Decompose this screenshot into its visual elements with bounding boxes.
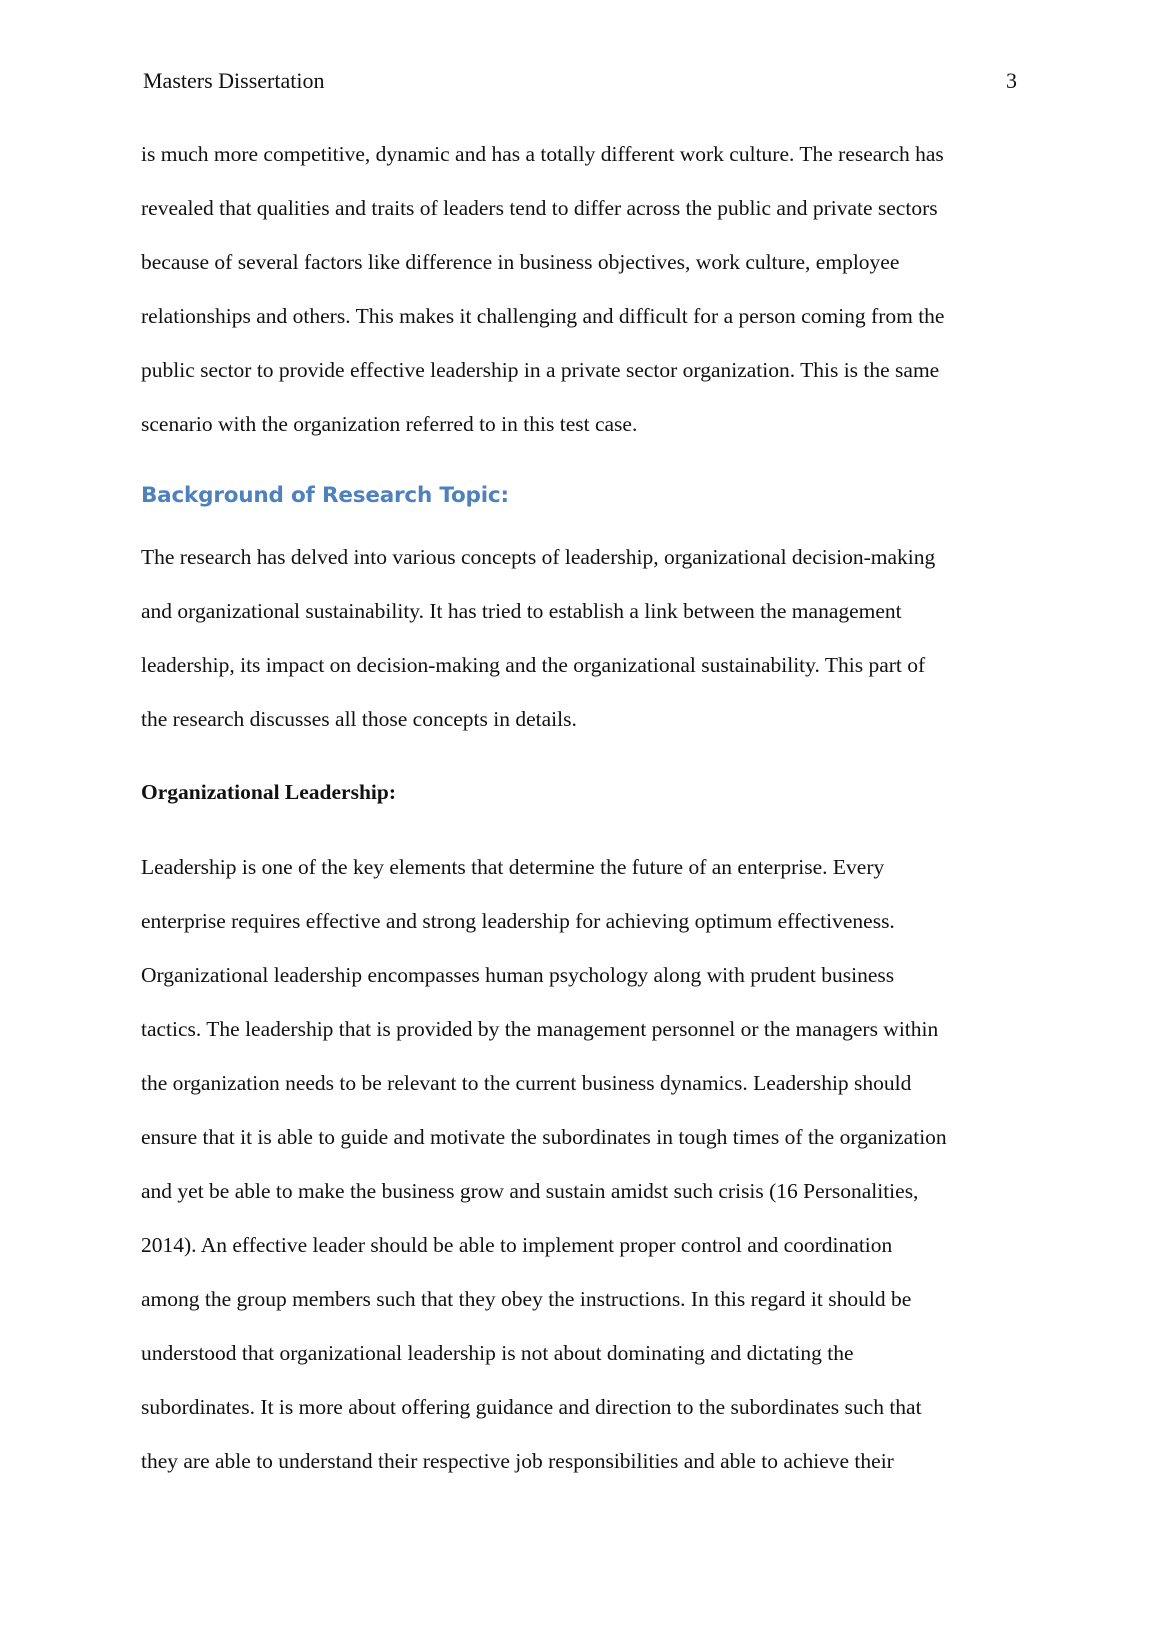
paragraph-line: scenario with the organization referred to in this test case. (141, 412, 638, 436)
paragraph-line: the research discusses all those concepts in details. (141, 707, 577, 731)
running-head-title: Masters Dissertation (143, 68, 325, 93)
paragraph-intro (141, 127, 1031, 451)
paragraph-line: Leadership is one of the key elements that determine the future of an enterprise. Every (141, 855, 885, 879)
paragraph-organizational-leadership (141, 840, 1031, 1488)
paragraph-line: understood that organizational leadership is not about dominating and dictating the (141, 1341, 854, 1365)
paragraph-line: and organizational sustainability. It has tried to establish a link between the management (141, 599, 902, 623)
paragraph-line: among the group members such that they obey the instructions. In this regard it should be (141, 1287, 912, 1311)
paragraph-line: they are able to understand their respective job responsibilities and able to achieve their (141, 1449, 894, 1473)
paragraph-line: enterprise requires effective and strong leadership for achieving optimum effectiveness. (141, 909, 895, 933)
subheading-organizational-leadership: Organizational Leadership: (141, 780, 397, 804)
paragraph-line: and yet be able to make the business grow and sustain amidst such crisis (16 Personalities, (141, 1179, 919, 1203)
paragraph-line: relationships and others. This makes it challenging and difficult for a person coming from the (141, 304, 945, 328)
section-heading-background: Background of Research Topic: (141, 483, 509, 508)
paragraph-line: public sector to provide effective leadership in a private sector organization. This is the same (141, 358, 940, 382)
paragraph-line: the organization needs to be relevant to the current business dynamics. Leadership should (141, 1071, 912, 1095)
paragraph-line: The research has delved into various concepts of leadership, organizational decision-making (141, 545, 936, 569)
paragraph-line: ensure that it is able to guide and motivate the subordinates in tough times of the organization (141, 1125, 947, 1149)
paragraph-line: revealed that qualities and traits of leaders tend to differ across the public and private sectors (141, 196, 938, 220)
paragraph-line: Organizational leadership encompasses human psychology along with prudent business (141, 963, 895, 987)
paragraph-line: tactics. The leadership that is provided by the management personnel or the managers within (141, 1017, 939, 1041)
paragraph-line: subordinates. It is more about offering guidance and direction to the subordinates such that (141, 1395, 922, 1419)
paragraph-line: is much more competitive, dynamic and has a totally different work culture. The research has (141, 142, 944, 166)
paragraph-line: leadership, its impact on decision-making and the organizational sustainability. This part of (141, 653, 926, 677)
page-number: 3 (1006, 68, 1017, 93)
paragraph-line: because of several factors like difference in business objectives, work culture, employee (141, 250, 900, 274)
paragraph-background (141, 530, 1031, 746)
paragraph-line: 2014). An effective leader should be able to implement proper control and coordination (141, 1233, 893, 1257)
